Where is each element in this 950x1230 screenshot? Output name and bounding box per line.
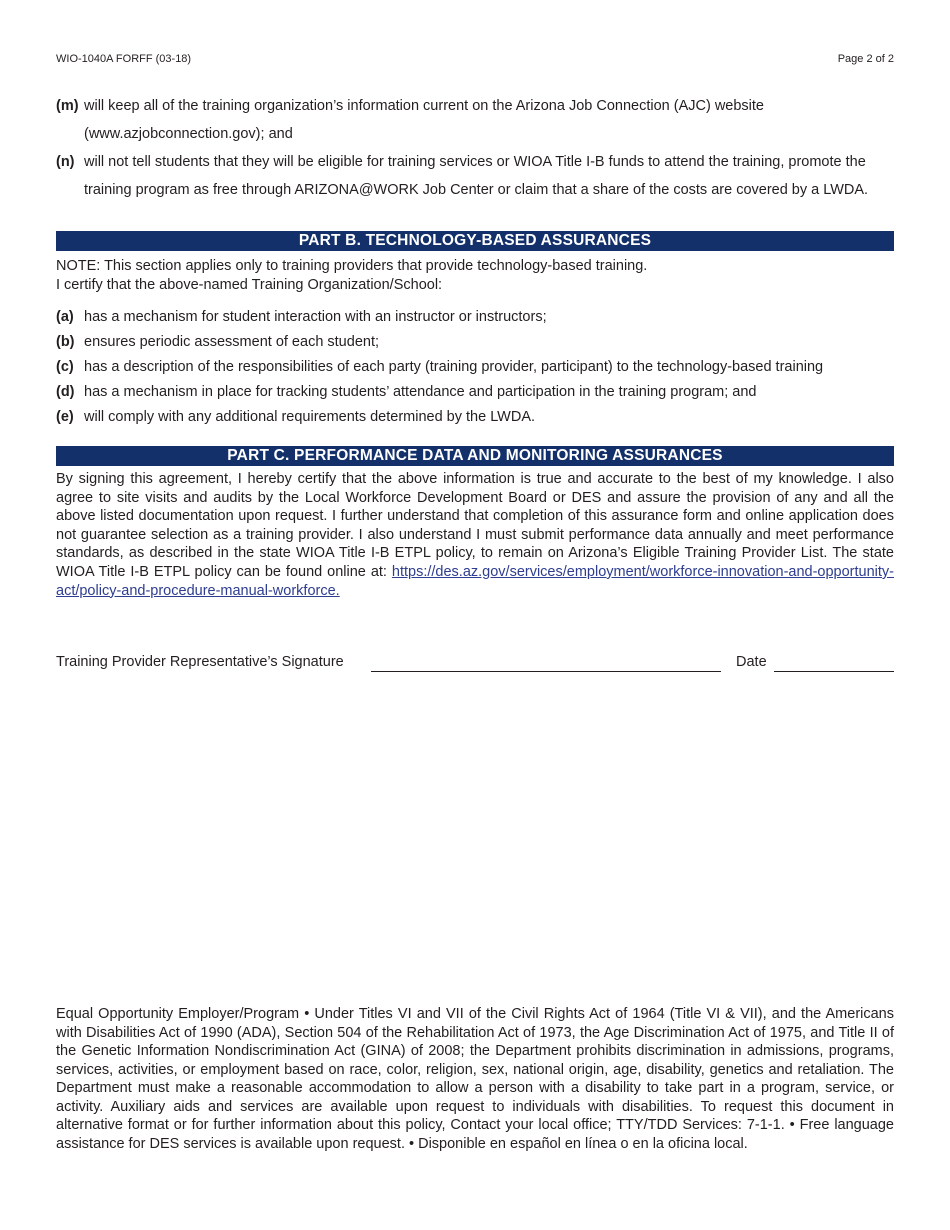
part-b-certify: I certify that the above-named Training Organization/School: xyxy=(56,277,443,293)
item-text: has a description of the responsibilities of each party (training provider, participant) to the technology-based training xyxy=(84,359,824,375)
part-c-heading: PART C. PERFORMANCE DATA AND MONITORING ASSURANCES xyxy=(56,446,894,466)
list-item-a xyxy=(56,308,896,327)
item-key: (n) xyxy=(56,154,75,170)
item-key: (c) xyxy=(56,359,74,375)
item-text: ensures periodic assessment of each student; xyxy=(84,334,379,350)
equal-opportunity-footer: Equal Opportunity Employer/Program • Under Titles VI and VII of the Civil Rights Act of 1964 (Title VI & VII), and the Americans with Disabilities Act of 1990 (ADA), Section 504 of the Rehabilitation Act of 1973, the Age Discrimination Act of 1975, and Title II of the Genetic Information Nondiscrimination Act (GINA) of 2008; the Department prohibits discrimination in admissions, programs, services, activities, or employment based on race, color, religion, sex, national origin, age, disability, genetics and retaliation. The Department must make a reasonable accommodation to allow a person with a disability to take part in a program, service, or activity. Auxiliary aids and services are available upon request to individuals with disabilities. To request this document in alternative format or for further information about this policy, Contact your local office; TTY/TDD Services: 7-1-1. • Free language assistance for DES services is available upon request. • Disponible en español en línea o en la oficina local. xyxy=(56,1006,894,1152)
date-field[interactable] xyxy=(774,670,894,672)
list-item-n xyxy=(56,148,896,204)
date-label: Date xyxy=(736,654,767,670)
part-c-body xyxy=(56,470,894,600)
item-key: (d) xyxy=(56,384,75,400)
list-item-e xyxy=(56,408,896,427)
policy-link[interactable]: https://des.az.gov/services/employment/workforce-innovation-and-opportunity-act/policy-and-procedure-manual-workforce. xyxy=(56,563,894,599)
part-b-note: NOTE: This section applies only to training providers that provide technology-based training. xyxy=(56,258,648,274)
item-text: has a mechanism for student interaction with an instructor or instructors; xyxy=(84,309,547,325)
item-key: (a) xyxy=(56,309,74,325)
item-text: has a mechanism in place for tracking students’ attendance and participation in the training program; and xyxy=(84,384,757,400)
item-key: (e) xyxy=(56,409,74,425)
item-text: will keep all of the training organization’s information current on the Arizona Job Connection (AJC) website (www.azjobconnection.gov); and xyxy=(84,98,764,142)
part-b-heading: PART B. TECHNOLOGY-BASED ASSURANCES xyxy=(56,231,894,251)
list-item-d xyxy=(56,383,896,402)
list-item-c xyxy=(56,358,896,377)
list-item-m xyxy=(56,92,896,148)
form-id: WIO-1040A FORFF (03-18) xyxy=(56,53,192,65)
item-key: (b) xyxy=(56,334,75,350)
part-c-text: By signing this agreement, I hereby certify that the above information is true and accurate to the best of my knowledge. I also agree to site visits and audits by the Local Workforce Development Board or DES and assure the provision of any and all the above listed documentation upon request. I further understand that completion of this assurance form and online application does not guarantee selection as a training provider. I also understand I must submit performance data annually and meet performance standards, as described in the state WIOA Title I-B ETPL policy, to remain on Arizona’s Eligible Training Provider List. The state WIOA Title I-B ETPL policy can be found online at: xyxy=(56,471,894,580)
item-key: (m) xyxy=(56,98,79,114)
list-item-b xyxy=(56,333,896,352)
signature-field[interactable] xyxy=(371,670,721,672)
item-text: will comply with any additional requirements determined by the LWDA. xyxy=(84,409,536,425)
signature-row xyxy=(56,654,894,676)
item-text: will not tell students that they will be eligible for training services or WIOA Title I-B funds to attend the training, promote the training program as free through ARIZONA@WORK Job Center or claim that a share of the costs are covered by a LWDA. xyxy=(84,154,869,198)
signature-label: Training Provider Representative’s Signature xyxy=(56,654,344,670)
page-number: Page 2 of 2 xyxy=(837,53,894,65)
